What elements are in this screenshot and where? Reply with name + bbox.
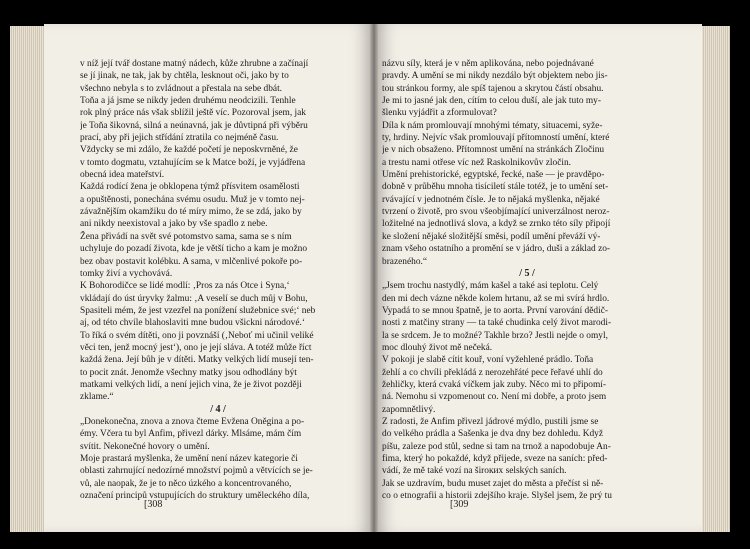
text-line: rvávající v jednotném čísle. Je to nějaká myšlenka, nějaké xyxy=(382,194,600,205)
text-line: to pocit znát. Jenomže všechny matky jsou odhodlány být xyxy=(80,367,297,378)
text-line: ani nikdy neexistoval a jako by vše spadlo z nebe. xyxy=(80,219,268,230)
text-line: bez obav postavit kolébku. A sama, v mlčenlivé pokoře po- xyxy=(80,256,303,267)
text-line: vkládají do úst úryvky žalmu: ‚A veselí se duch můj v Bohu, xyxy=(80,293,308,304)
text-line: každá žena. Její bůh je v dítěti. Matky velkých lidí musejí ten- xyxy=(80,355,314,366)
section-number: / 5 / xyxy=(519,267,535,279)
text-line: všechno nebyla s to zvládnout a přestala na sebe dbát. xyxy=(80,83,283,94)
text-line: je Toňa šikovná, silná a neúnavná, jak je důvtipná při výběru xyxy=(80,120,308,131)
text-line: Toňa a já jsme se nikdy jeden druhému neodcizili. Tenhle xyxy=(80,96,296,107)
text-line: Jak se uzdravím, budu muset zajet do města a přečíst si ně- xyxy=(382,478,604,489)
right-page-text xyxy=(382,58,672,502)
text-line: „Donekonečna, znova a znova čteme Evžena Oněgina a po- xyxy=(80,416,305,427)
text-line: Umění prehistorické, egyptské, řecké, naše — je pravděpo- xyxy=(382,170,605,181)
text-line: a opuštěnosti, ponechána svému osudu. Muž je v tomto nej- xyxy=(80,194,305,205)
text-line: uchyluje do pozadí života, kde je větší ticho a kam je možno xyxy=(80,244,308,255)
text-line: se jí jinak, ne tak, jak by chtěla, lesknout oči, jako by to xyxy=(80,71,289,82)
text-line: žehličky, která cvaká víčkem jak zuby. Něco mi to připomí- xyxy=(382,379,606,390)
text-line: V pokoji je slabě cítit kouř, voní vyžehlené prádlo. Toňa xyxy=(382,355,594,366)
text-line: aj, od této chvíle blahoslaviti mne budou všickni národové.‘ xyxy=(80,318,305,329)
text-line: co o etnografii a historii zdejšího kraje. Slyšel jsem, že prý tu xyxy=(382,491,612,502)
text-line: svítit. Nekonečné hovory o umění. xyxy=(80,441,210,452)
text-line: obecná idea mateřství. xyxy=(80,170,165,181)
text-line: vádí, že mě také vozí na široких selských saních. xyxy=(382,466,567,477)
text-line: píšu, zaleze pod stůl, sedne si tam na trnož a napodobuje An- xyxy=(382,441,611,452)
left-page-text xyxy=(80,58,356,502)
text-line: den mi dech vázne někde kolem hrtanu, až se mi svírá hrdlo. xyxy=(382,293,610,304)
text-line: věci ten, jenž mocný jest‘), ono je její sláva. A totéž může říct xyxy=(80,342,312,353)
text-line: vů, ale naopak, že je to něco úzkého a koncentrovaného, xyxy=(80,478,292,489)
text-line: v tomto dogmatu, vztahujícím se k Matce boží, je vyjádřena xyxy=(80,157,306,168)
text-line: závažnějším okamžiku do té míry mimo, že se zdá, jako by xyxy=(80,207,302,218)
text-line: znam všeho ostatního a promění se v jádro, duši a základ zo- xyxy=(382,244,611,255)
text-line: zapomnětlivý. xyxy=(382,404,436,415)
text-line: nosti z matčiny strany — ta také chudinka celý život marodi- xyxy=(382,318,612,329)
text-line: zklame.“ xyxy=(80,392,114,403)
left-page xyxy=(44,24,374,532)
right-page-edges xyxy=(700,26,730,532)
text-line: označení principů vstupujících do struktury uměleckého díla, xyxy=(80,491,310,502)
text-line: Žena přivádí na svět své potomstvo sama, sama se s ním xyxy=(80,231,292,242)
text-line: v níž její tvář dostane matný nádech, kůže zhrubne a začínají xyxy=(80,59,309,69)
text-line: oblasti zahrnující nedozírné množství pojmů a větvících se je- xyxy=(80,466,313,477)
text-line: je v nich obsaženo. Přítomnost umění na stránkách Zločinu xyxy=(382,145,605,156)
text-line: tomky živí a vychovává. xyxy=(80,268,173,279)
text-line: moc dlouhý život mě nečeká. xyxy=(382,342,493,353)
text-line: matkami velkých lidí, a není jejich vina, že je život později xyxy=(80,379,302,390)
text-line: émy. Včera tu byl Anfim, přivezl dárky. Mlsáme, mám čím xyxy=(80,429,302,440)
text-line: Vždycky se mi zdálo, že každé početí je neposkvrněné, že xyxy=(80,145,298,156)
text-line: žehlí a co chvíli překládá z nerozehřáté pece řeřavé uhlí do xyxy=(382,367,603,378)
text-line: pravdy. A umění se mi nikdy nezdálo být objektem nebo jis- xyxy=(382,71,608,82)
right-page xyxy=(374,24,702,532)
left-page-edges xyxy=(10,26,44,532)
text-line: a trestu nami otřese víc než Raskolnikovův zločin. xyxy=(382,157,572,168)
text-line: ty, hrdiny. Nejvíc však promlouvají přítomností umění, které xyxy=(382,133,610,144)
text-line: la se srdcem. Je to možné? Takhle brzo? Jestli nejde o omyl, xyxy=(382,330,608,341)
text-line: ná. Nemohu si vzpomenout co. Není mi dobře, a proto jsem xyxy=(382,392,607,403)
text-line: Je mi to jasné jak den, cítím to celou duší, ale jak tuto my- xyxy=(382,96,601,107)
text-line: K Bohorodičce se lidé modlí: ‚Pros za nás Otce i Syna,‘ xyxy=(80,281,290,292)
text-line: Z radosti, že Anfim přivezl jádrové mýdlo, pustili jsme se xyxy=(382,416,599,427)
text-line: Každá rodící žena je obklopena týmž přísvitem osamělosti xyxy=(80,182,300,193)
text-line: tou stránkou formy, ale spíš tajenou a skrytou částí obsahu. xyxy=(382,83,604,94)
text-line: rok plný práce nás však sblížil ještě víc. Pozoroval jsem, jak xyxy=(80,108,306,119)
text-line: To říká o svém dítěti, ono ji povznáší (‚Neboť mi učinil veliké xyxy=(80,330,314,341)
text-line: Díla k nám promlouvají mnohými tématy, situacemi, syže- xyxy=(382,120,603,131)
left-page-number: [308 xyxy=(144,499,163,510)
text-line: názvu síly, která je v něm aplikována, nebo pojednávané xyxy=(382,59,594,69)
text-line: Spasiteli mém, že jest vzezřel na ponížení služebnice své;‘ neb xyxy=(80,305,316,316)
text-line: ke složení nějaké složitější směsi, podíl umění převáží vý- xyxy=(382,231,601,242)
text-line: Moje prastará myšlenka, že umění není název kategorie či xyxy=(80,454,298,464)
book-spine-gutter xyxy=(370,24,378,532)
right-page-number: [309 xyxy=(450,499,469,510)
text-line: dobně v průběhu mnoha tisíciletí stále totéž, je to umění set- xyxy=(382,182,609,193)
section-number: / 4 / xyxy=(210,403,226,415)
text-line: šlenku vyjádřit a zformulovat? xyxy=(382,108,497,119)
text-line: brazeného.“ xyxy=(382,256,428,267)
text-line: do velkého prádla a Sašenka je dva dny bez dohledu. Když xyxy=(382,429,604,440)
text-line: fima, který ho pokaždé, když přijede, sveze na saních: před- xyxy=(382,454,608,464)
text-line: tvrzení o životě, pro svou všeobjímající univerzálnost neroz- xyxy=(382,207,610,218)
text-line: prací, aby při jejich střídání ztratila co nejméně času. xyxy=(80,133,279,144)
text-line: Vypadá to se mnou špatně, je to aorta. První varování dědič- xyxy=(382,305,608,316)
text-line: ložitelné na jednotlivá slova, a když se zrnko této síly připojí xyxy=(382,219,611,230)
text-line: „Jsem trochu nastydlý, mám kašel a také asi teplotu. Celý xyxy=(382,281,599,292)
